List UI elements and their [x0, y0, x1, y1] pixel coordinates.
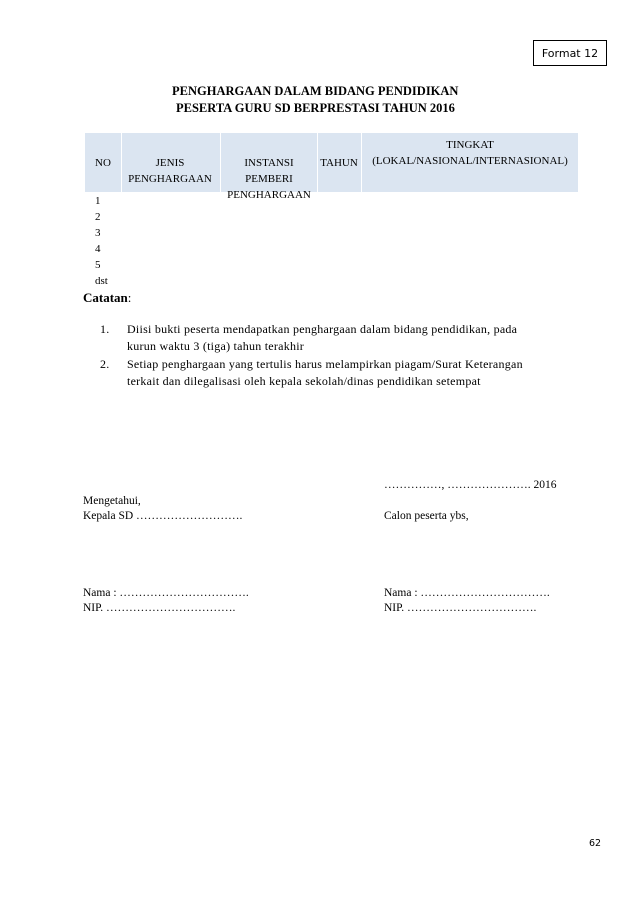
- header-no-text: NO: [95, 156, 111, 169]
- note-line: kurun waktu 3 (tiga) tahun terakhir: [127, 339, 305, 353]
- header-instansi-line1: INSTANSI: [244, 157, 294, 169]
- notes-heading-colon: :: [127, 290, 132, 305]
- header-jenis-line2: PENGHARGAAN: [128, 173, 212, 185]
- table-row: 5: [95, 259, 101, 271]
- header-jenis: [122, 139, 218, 187]
- page-number: 62: [589, 838, 602, 849]
- title-line-2: PESERTA GURU SD BERPRESTASI TAHUN 2016: [176, 101, 455, 115]
- award-table: [85, 133, 578, 201]
- table-row: dst: [95, 275, 108, 287]
- list-item: [100, 356, 578, 390]
- header-instansi-line3: PENGHARGAAN: [227, 189, 311, 201]
- header-no: [85, 133, 121, 192]
- table-row: 1: [95, 195, 101, 207]
- table-header: [85, 133, 578, 201]
- header-divider: [220, 133, 221, 192]
- table-row: 2: [95, 211, 101, 223]
- header-tingkat-line2: (LOKAL/NASIONAL/INTERNASIONAL): [372, 155, 568, 167]
- header-spacer: [222, 139, 316, 155]
- nip-left-line: NIP. …………………………….: [83, 602, 236, 614]
- title-line-1: PENGHARGAAN DALAM BIDANG PENDIDIKAN: [172, 84, 459, 98]
- kepala-sd-line: Kepala SD ……………………….: [83, 510, 243, 522]
- header-tahun-text: TAHUN: [320, 156, 358, 169]
- notes-list: [100, 321, 578, 391]
- nama-left-line: Nama : …………………………….: [83, 587, 249, 599]
- note-line: Diisi bukti peserta mendapatkan penghargaan dalam bidang pendidikan, pada: [127, 322, 518, 336]
- list-item: [100, 321, 578, 355]
- header-instansi-line2: PEMBERI: [245, 173, 293, 185]
- note-line: terkait dan dilegalisasi oleh kepala sekolah/dinas pendidikan setempat: [127, 374, 481, 388]
- note-line: Setiap penghargaan yang tertulis harus melampirkan piagam/Surat Keterangan: [127, 357, 523, 371]
- header-tingkat: [362, 137, 578, 169]
- header-tahun: [318, 133, 360, 192]
- mengetahui-label: Mengetahui,: [83, 495, 141, 507]
- header-tingkat-line1: TINGKAT: [446, 139, 494, 151]
- header-jenis-line1: JENIS: [155, 157, 185, 169]
- format-label-box: [533, 40, 607, 66]
- nama-right-line: Nama : …………………………….: [384, 587, 550, 599]
- table-row: 4: [95, 243, 101, 255]
- header-spacer: [122, 139, 218, 155]
- table-row: 3: [95, 227, 101, 239]
- document-title: [0, 83, 638, 117]
- notes-heading: [83, 290, 131, 306]
- note-number: 2.: [100, 357, 110, 371]
- notes-heading-label: Catatan: [83, 290, 128, 305]
- nip-right-line: NIP. …………………………….: [384, 602, 537, 614]
- header-instansi: [222, 139, 316, 203]
- table-rows: [95, 193, 108, 289]
- note-number: 1.: [100, 322, 110, 336]
- format-label: Format 12: [541, 46, 599, 60]
- place-date-line: ……………, …………………. 2016: [384, 479, 557, 491]
- calon-peserta-label: Calon peserta ybs,: [384, 510, 469, 522]
